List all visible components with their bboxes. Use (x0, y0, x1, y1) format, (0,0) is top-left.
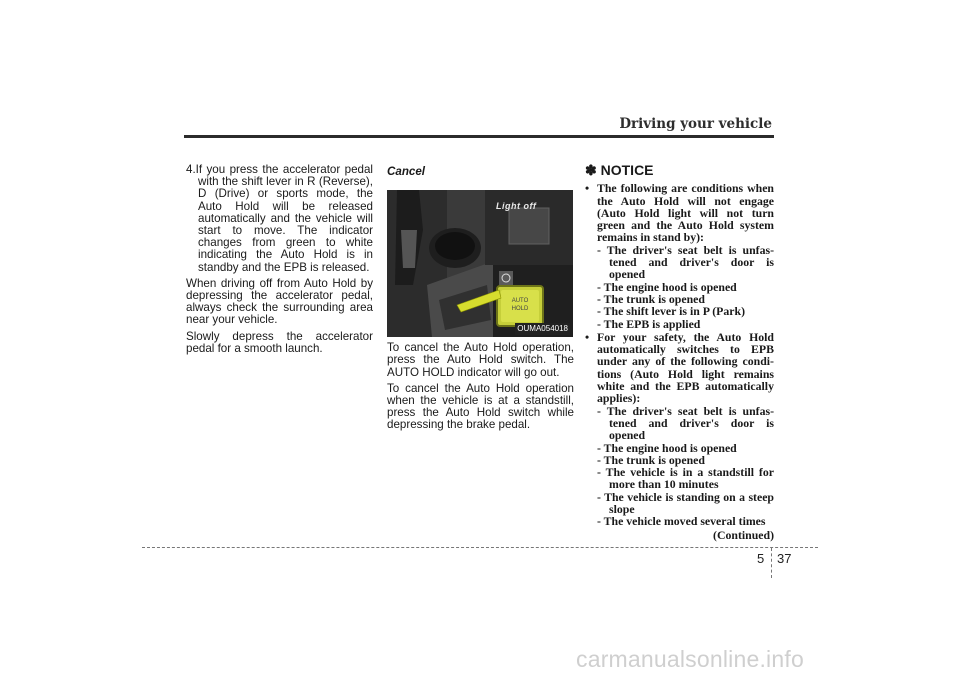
column-notice (585, 164, 774, 541)
notice-bullet-2: • For your safety, the Auto Hold automatically switches to EPB under any of the following condi-tions (Auto Hold light remains white and the EPB automatically applies): - The driver's seat belt is unfas-tened and driver's door is opened - The engine hood is opened - The trunk is opened - The vehicle is in a standstill for more than 10 minutes - The vehicle is standing on a steep slope - The vehicle moved several times (585, 329, 775, 529)
paragraph-slow-launch: Slowly depress the accelerator pedal for a smooth launch. (186, 329, 373, 355)
section-number: 5 (757, 551, 765, 566)
column-middle (387, 166, 574, 436)
continued-label: (Continued) (713, 527, 774, 542)
list-item: - The vehicle moved several times (597, 514, 766, 529)
notice-list (585, 182, 774, 527)
light-off-label: Light off (496, 201, 537, 212)
bullet-dot: • (585, 329, 590, 344)
console-illustration (387, 190, 573, 337)
list-item: - The trunk is opened (597, 452, 705, 467)
svg-text:AUTO: AUTO (511, 298, 529, 305)
list-item: - The trunk is opened (597, 291, 705, 306)
sub-list-1 (597, 244, 774, 330)
step-4-text: 4.If you press the accelerator pedal with the shift lever in R (Reverse), D (Drive) or sports mode, the Auto Hold will be released automatically and the vehicle will start to move. The indicator changes from green to white indicating the Auto Hold is in standby and the EPB is released. (186, 163, 373, 274)
page-number: 37 (777, 551, 792, 566)
footer-divider (142, 547, 818, 548)
bullet-dot: • (585, 181, 590, 196)
list-item: - The engine hood is opened (597, 279, 737, 294)
list-item: - The engine hood is opened (597, 440, 737, 455)
svg-text:HOLD: HOLD (511, 306, 529, 313)
list-item: - The vehicle is standing on a steep slope (597, 489, 774, 517)
header-title: Driving your vehicle (619, 116, 772, 132)
column-left (186, 164, 373, 359)
notice-title: NOTICE (600, 162, 654, 178)
list-item: - The driver's seat belt is unfas-tened and driver's door is opened (597, 403, 775, 443)
list-item: - The EPB is applied (597, 316, 701, 331)
notice-bullet-1: • The following are conditions when the Auto Hold will not engage (Auto Hold light will not turn green and the Auto Hold system remains in stand by): - The driver's seat belt is unfas-tened and driver's door is opened - The engine hood is opened - The trunk is opened - The shift lever is in P (Park) - The EPB is applied (585, 181, 775, 331)
list-item: - The shift lever is in P (Park) (597, 304, 746, 319)
page-number-divider (771, 548, 772, 578)
notice-icon: ✽ (585, 162, 597, 178)
header-rule (184, 135, 774, 138)
auto-hold-figure (387, 190, 573, 337)
notice-heading (585, 164, 774, 176)
paragraph-cancel-1: To cancel the Auto Hold operation, press the Auto Hold switch. The AUTO HOLD indicator will go out. (387, 341, 574, 379)
cancel-heading: Cancel (387, 165, 426, 178)
paragraph-drive-off: When driving off from Auto Hold by depressing the accelerator pedal, always check the surrounding area near your vehicle. (186, 276, 373, 327)
watermark: carmanualsonline.info (576, 646, 804, 672)
list-item: - The driver's seat belt is unfas-tened and driver's door is opened (597, 242, 775, 282)
paragraph-cancel-2: To cancel the Auto Hold operation when the vehicle is at a standstill, press the Auto Hold switch while depressing the brake pedal. (387, 381, 574, 432)
sub-list-2 (597, 405, 774, 528)
figure-code: OUMA054018 (515, 323, 570, 335)
list-item: - The vehicle is in a standstill for more than 10 minutes (597, 465, 774, 492)
